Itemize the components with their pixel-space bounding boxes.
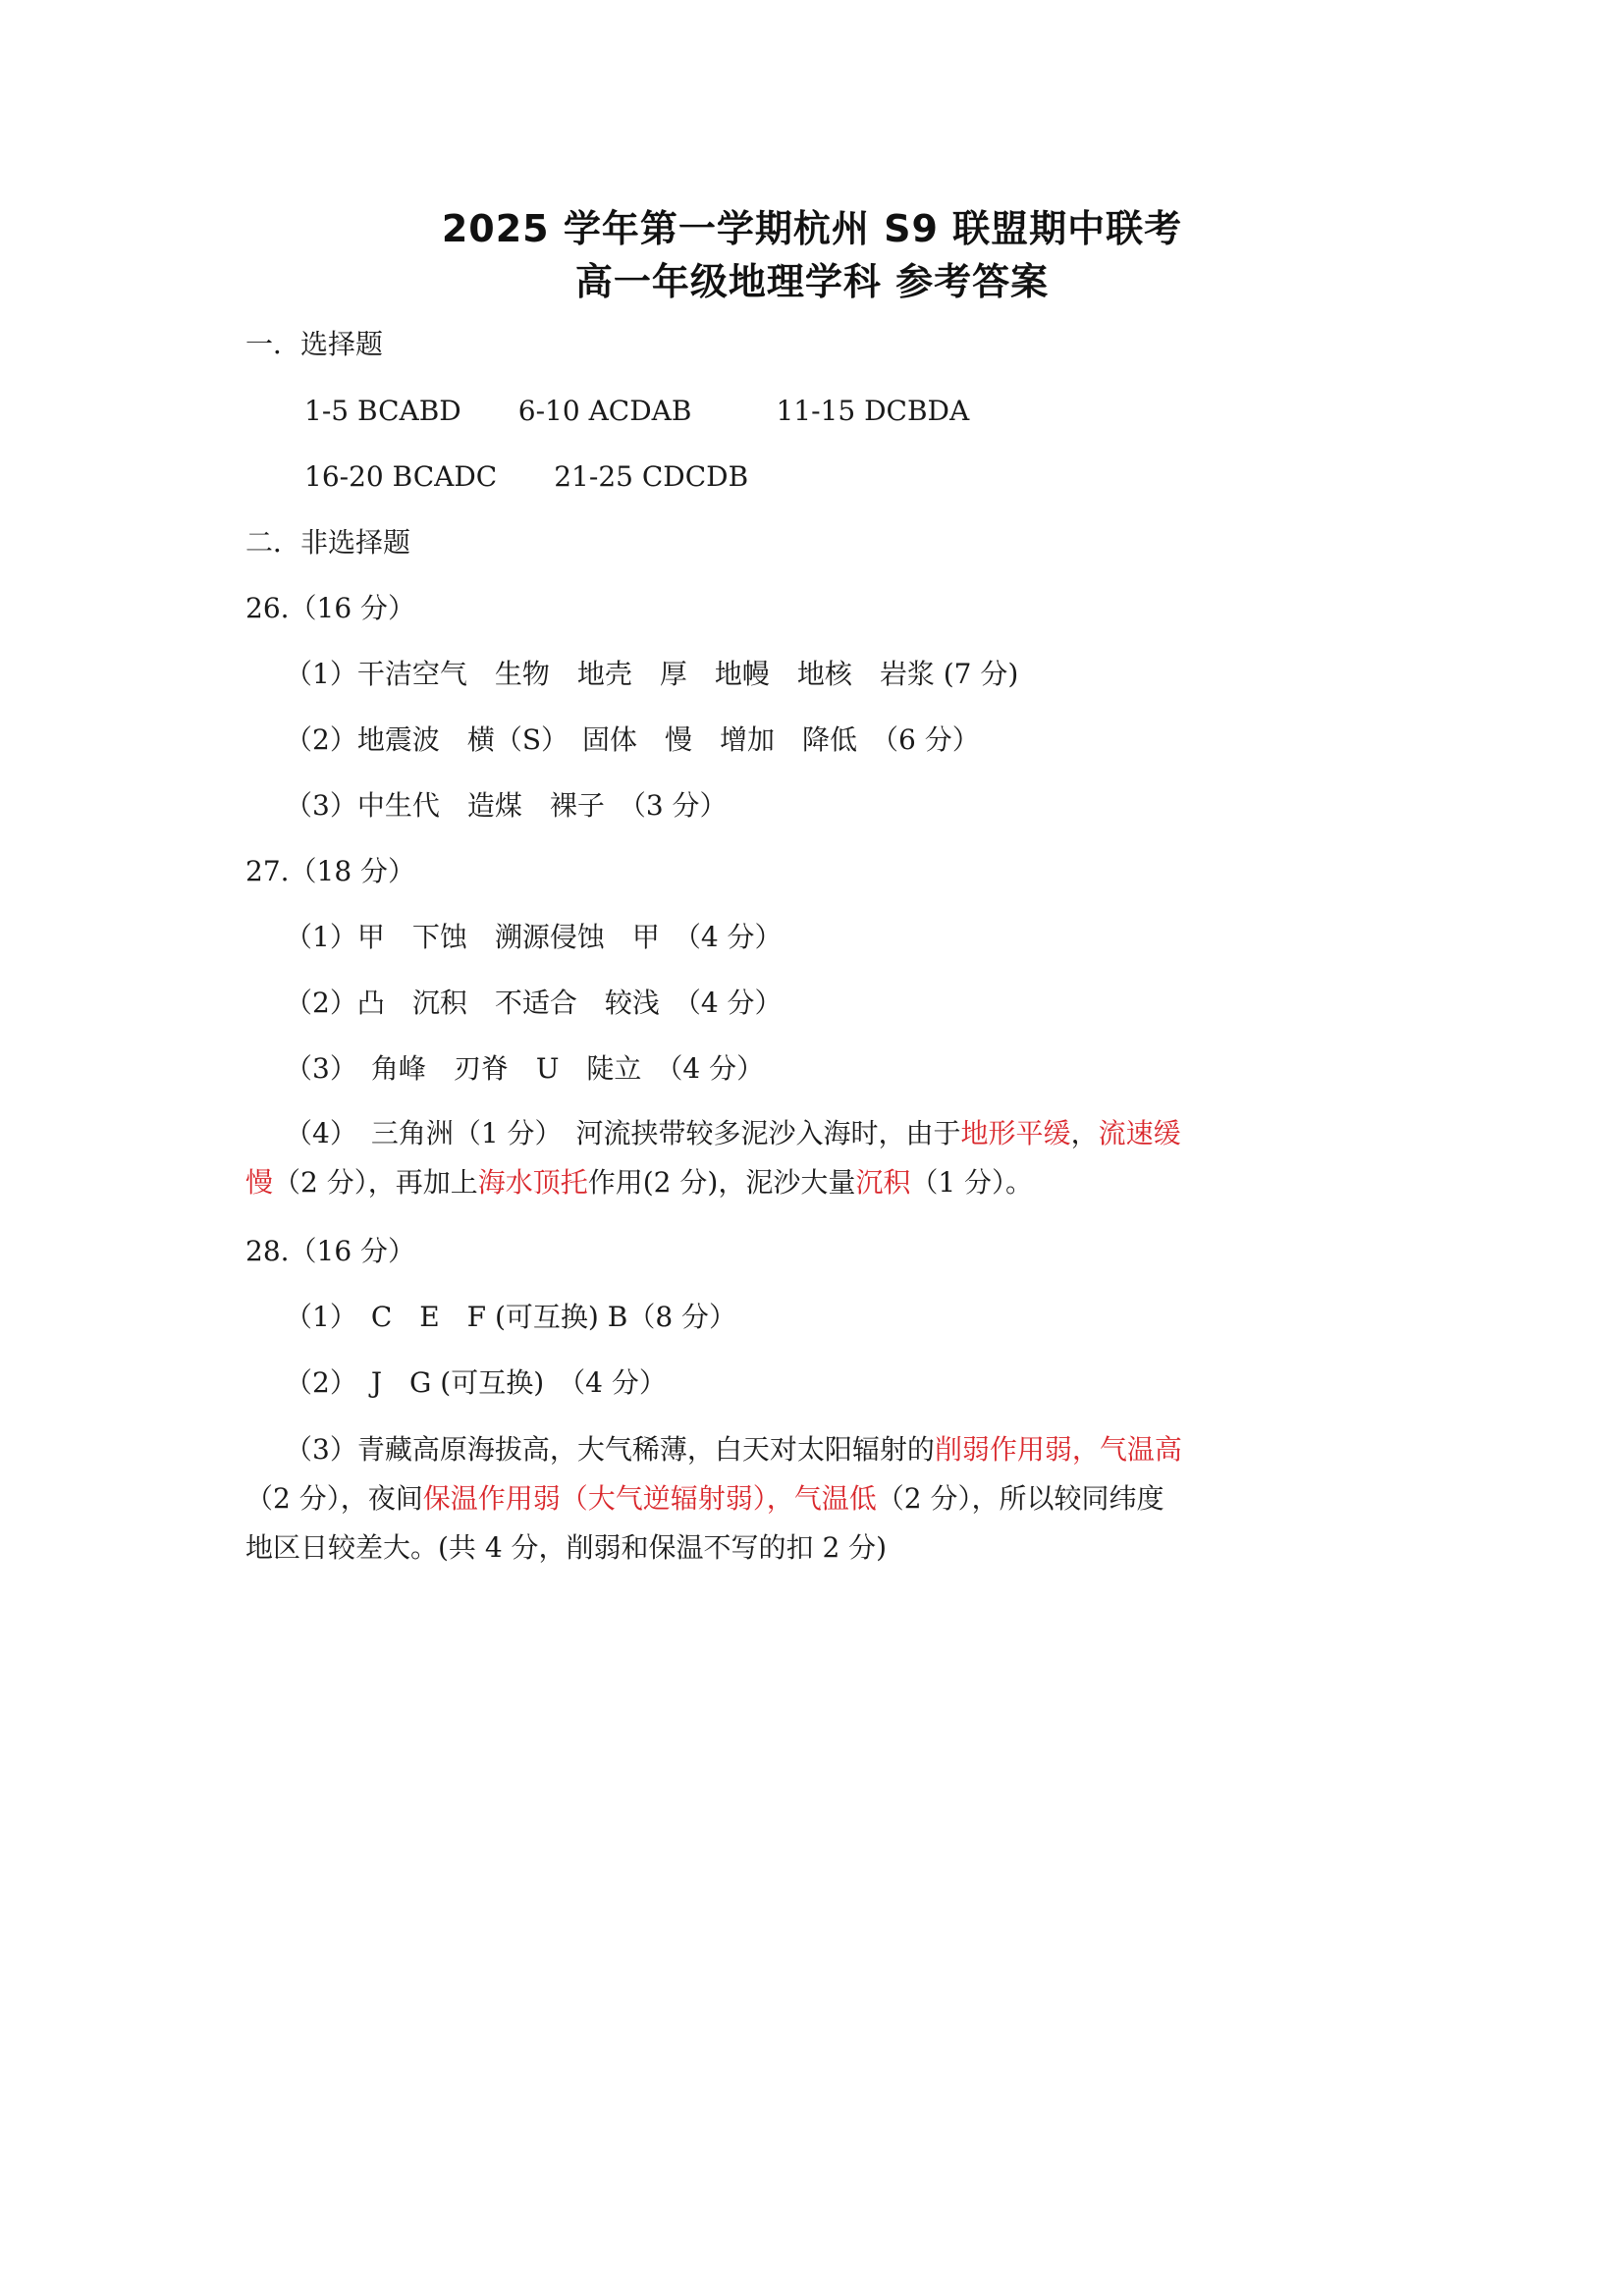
key-point: 沉积 bbox=[855, 1166, 911, 1199]
answer-text: （2 分），再加上 bbox=[273, 1166, 478, 1199]
answer-text: （4） 三角洲（1 分） 河流挟带较多泥沙入海时，由于 bbox=[285, 1117, 961, 1149]
question-28-answer-3 bbox=[245, 1425, 1188, 1573]
choice-group: 6-10 ACDAB bbox=[517, 395, 692, 427]
section-heading-nonchoice: 二．非选择题 bbox=[245, 526, 411, 559]
question-27-answer-3: （3） 角峰 刃脊 U 陡立 （4 分） bbox=[285, 1052, 765, 1085]
answer-text: ， bbox=[1070, 1117, 1099, 1149]
question-27-answer-1: （1）甲 下蚀 溯源侵蚀 甲 （4 分） bbox=[285, 921, 783, 953]
choice-answers-row-1 bbox=[304, 395, 969, 428]
question-27-heading: 27.（18 分） bbox=[245, 855, 416, 887]
choice-group: 1-5 BCABD bbox=[304, 395, 461, 427]
question-28-heading: 28.（16 分） bbox=[245, 1235, 416, 1267]
key-point: 地形平缓 bbox=[960, 1117, 1071, 1149]
question-27-answer-2: （2）凸 沉积 不适合 较浅 （4 分） bbox=[285, 987, 783, 1019]
answer-text: （2 分），夜间 bbox=[245, 1482, 423, 1515]
key-point: 海水顶托 bbox=[477, 1166, 588, 1199]
answer-text: （2 分），所以较同纬度地区日较差大。(共 4 分，削弱和保温不写的扣 2 分) bbox=[245, 1482, 1164, 1564]
page-title: 2025 学年第一学期杭州 S9 联盟期中联考 bbox=[441, 207, 1183, 250]
choice-group: 16-20 BCADC bbox=[304, 460, 498, 493]
key-point: 保温作用弱（大气逆辐射弱），气温低 bbox=[422, 1482, 877, 1515]
choice-group: 21-25 CDCDB bbox=[554, 460, 749, 493]
choice-answers-row-2 bbox=[304, 460, 748, 494]
question-28-answer-2: （2） J G (可互换) （4 分） bbox=[285, 1366, 667, 1399]
answer-text: 作用(2 分)，泥沙大量 bbox=[587, 1166, 856, 1199]
choice-group: 11-15 DCBDA bbox=[776, 395, 970, 427]
key-point: 削弱作用弱，气温高 bbox=[934, 1433, 1182, 1466]
section-heading-choice: 一．选择题 bbox=[245, 328, 384, 360]
question-26-answer-1: （1）干洁空气 生物 地壳 厚 地幔 地核 岩浆 (7 分) bbox=[285, 658, 1019, 690]
page-subtitle: 高一年级地理学科 参考答案 bbox=[574, 260, 1050, 303]
question-26-answer-2: （2）地震波 横（S） 固体 慢 增加 降低 （6 分） bbox=[285, 723, 980, 756]
answer-text: （1 分）。 bbox=[910, 1166, 1034, 1199]
answer-text: （3）青藏高原海拔高，大气稀薄，白天对太阳辐射的 bbox=[285, 1433, 935, 1466]
question-26-answer-3: （3）中生代 造煤 裸子 （3 分） bbox=[285, 789, 728, 822]
question-28-answer-1: （1） C E F (可互换) B（8 分） bbox=[285, 1301, 737, 1333]
question-27-answer-4 bbox=[245, 1109, 1188, 1207]
key-point: 流速缓慢 bbox=[245, 1117, 1181, 1199]
question-26-heading: 26.（16 分） bbox=[245, 592, 416, 624]
